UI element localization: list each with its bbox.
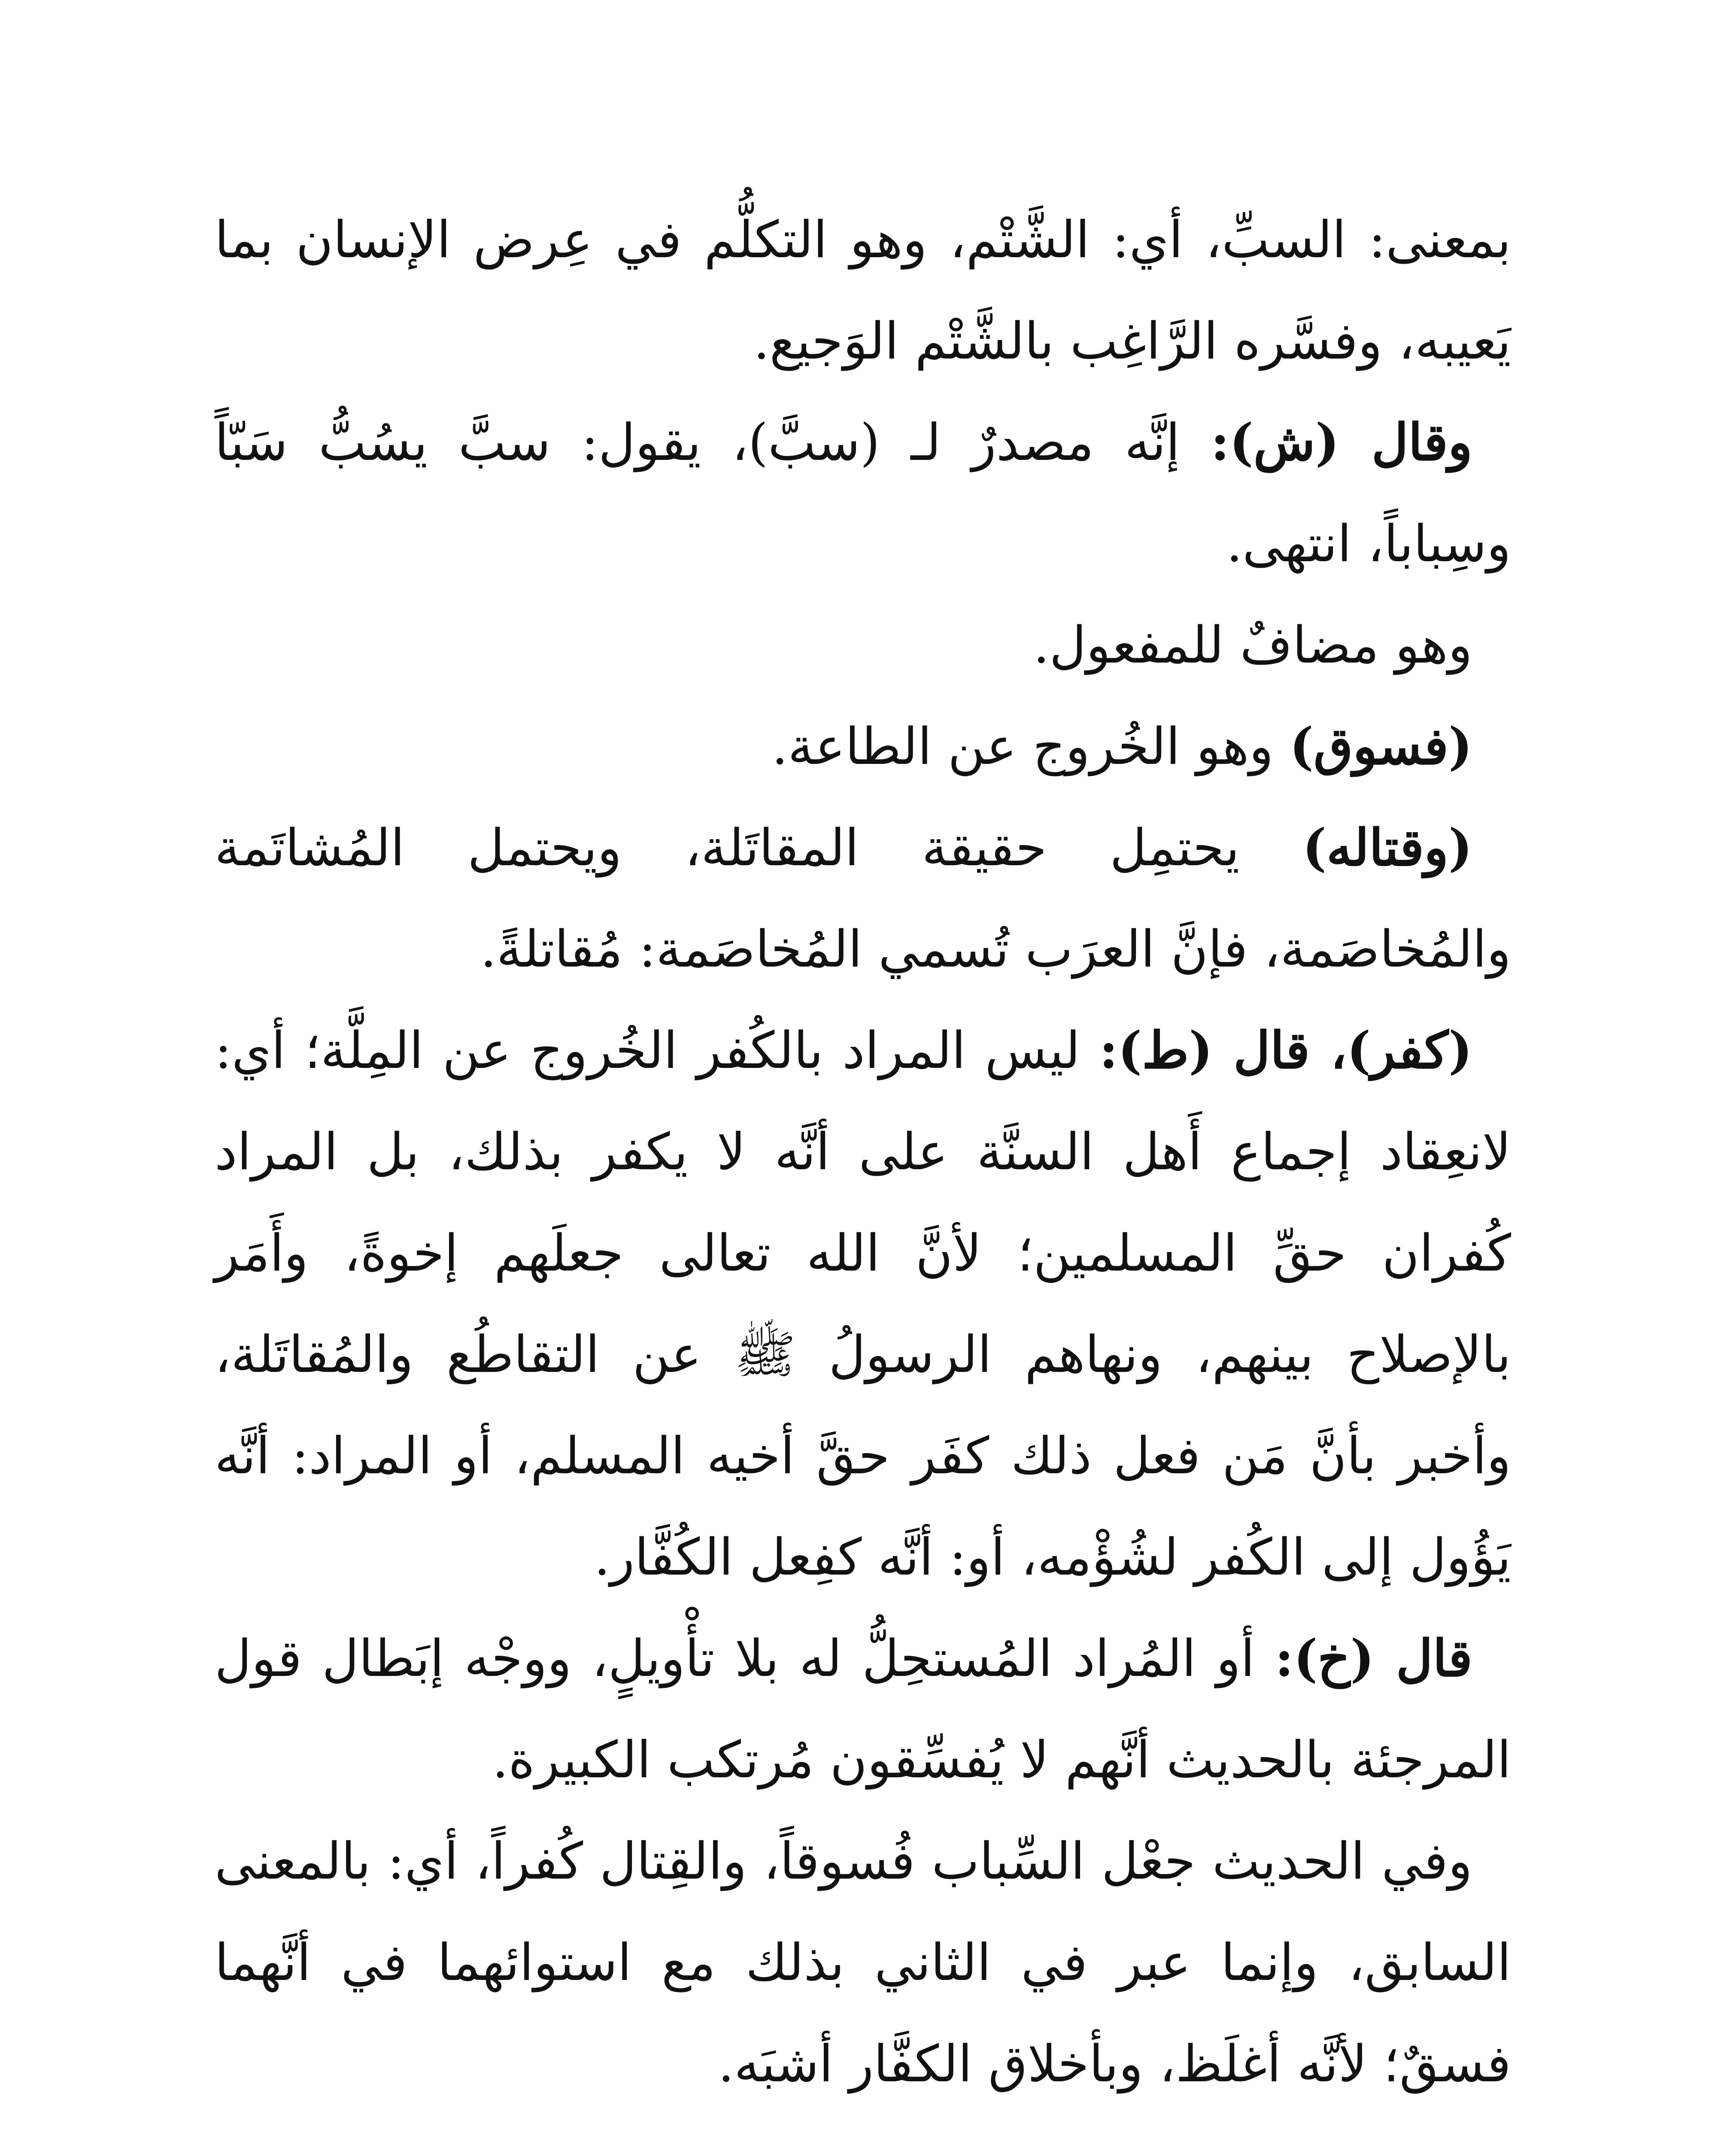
paragraph [215, 1608, 1511, 1810]
paragraph-label: (كفر)، قال (ط): [1099, 1020, 1473, 1080]
paragraph [215, 1000, 1511, 1608]
paragraph-label: وقال (ش): [1211, 412, 1472, 472]
paragraph-text: وهو مضافٌ للمفعول. [1033, 615, 1472, 675]
paragraph-text: يحتمِل حقيقة المقاتَلة، ويحتمل المُشاتَمة والمُخاصَمة، فإنَّ العرَب تُسمي المُخاصَمة: مُقاتلةً. [215, 818, 1511, 979]
paragraph [215, 696, 1511, 797]
paragraph-label: (فسوق) [1290, 716, 1472, 776]
paragraph-label: قال (خ): [1275, 1628, 1472, 1688]
paragraph-text: أو المُراد المُستحِلُّ له بلا تأْويلٍ، ووجْه إبَطال قول المرجئة بالحديث أنَّهم لا يُفسِّقون مُرتكب الكبيرة. [215, 1629, 1511, 1789]
paragraph [215, 392, 1511, 594]
paragraph-label: (وقتاله) [1302, 818, 1472, 877]
body-text [215, 189, 1511, 2114]
paragraph-text: إنَّه مصدرٌ لـ (سبَّ)، يقول: سبَّ يسُبُّ سَبّاً وسِباباً، انتهى. [215, 413, 1511, 573]
paragraph [215, 1810, 1511, 2114]
paragraph-text: وفي الحديث جعْل السِّباب فُسوقاً، والقِتال كُفراً، أي: بالمعنى السابق، وإنما عبر في الثاني بذلك مع استوائهما في أنَّهما فسقٌ؛ لأنَّه أغلَظ، وبأخلاق الكفَّار أشبَه. [215, 1831, 1511, 2093]
paragraph [215, 797, 1511, 1000]
paragraph [215, 189, 1511, 392]
paragraph-text: ليس المراد بالكُفر الخُروج عن المِلَّة؛ أي: لانعِقاد إجماع أَهل السنَّة على أنَّه لا يكفر بذلك، بل المراد كُفران حقِّ المسلمين؛ لأنَّ الله تعالى جعلَهم إخوةً، وأَمَر بالإصلاح بينهم، ونهاهم الرسولُ ﷺ عن التقاطُع والمُقاتَلة، وأخبر بأنَّ مَن فعل ذلك كفَر حقَّ أخيه المسلم، أو المراد: أنَّه يَؤُول إلى الكُفر لشُؤْمه، أو: أنَّه كفِعل الكُفَّار. [215, 1021, 1511, 1587]
paragraph [215, 594, 1511, 696]
paragraph-text: وهو الخُروج عن الطاعة. [771, 717, 1290, 776]
paragraph-text: بمعنى: السبِّ، أي: الشَّتْم، وهو التكلُّم في عِرض الإنسان بما يَعيبه، وفسَّره الرَّاغِب بالشَّتْم الوَجيع. [215, 210, 1511, 371]
